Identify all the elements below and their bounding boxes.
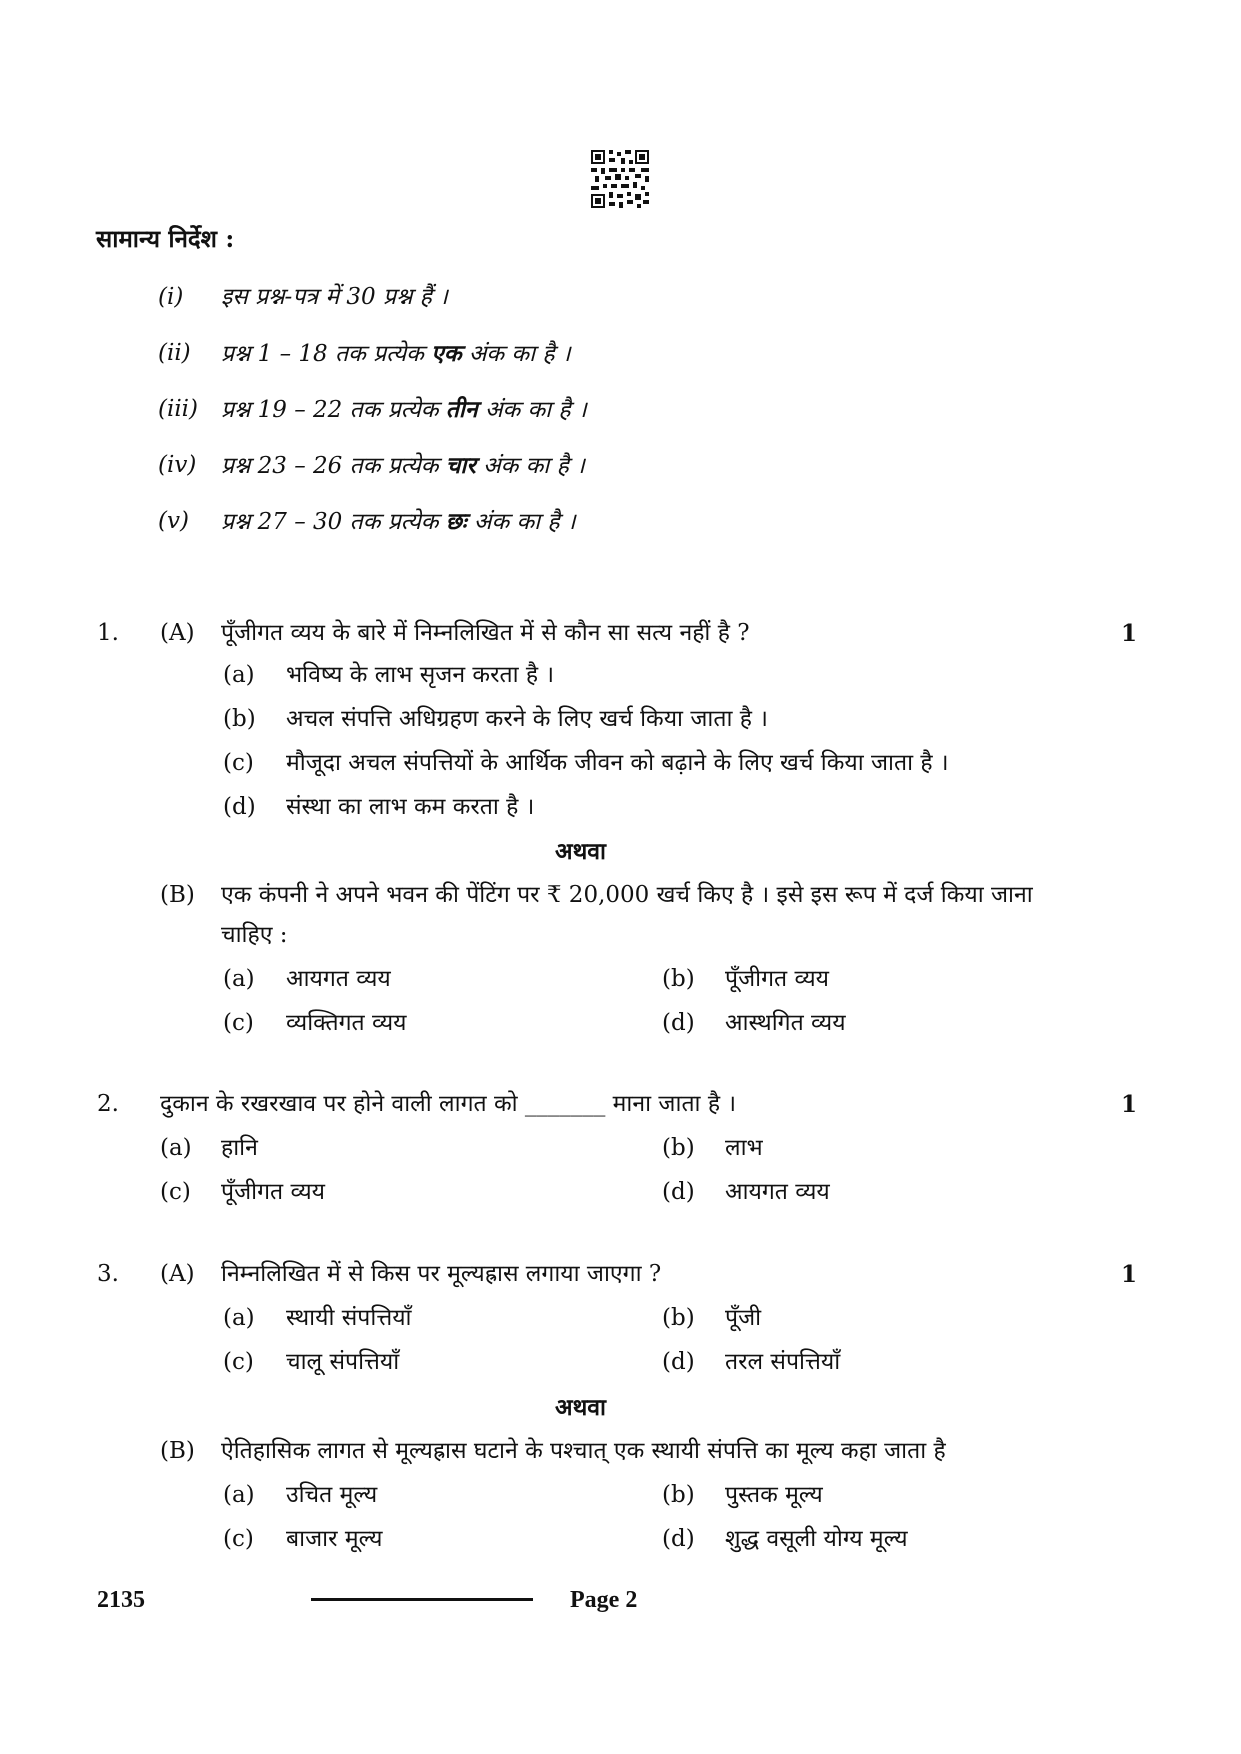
instruction-number: (i) xyxy=(158,284,184,310)
footer-divider xyxy=(311,1598,533,1601)
option-label: (d) xyxy=(662,1179,695,1205)
part-label: (A) xyxy=(160,620,195,646)
instruction-text-bold: चार xyxy=(445,452,476,479)
option-text: मौजूदा अचल संपत्तियों के आर्थिक जीवन को बढ़ाने के लिए खर्च किया जाता है । xyxy=(286,750,949,776)
option-text: संस्था का लाभ कम करता है । xyxy=(286,794,535,820)
option-text: पुस्तक मूल्य xyxy=(725,1482,823,1508)
option-label: (b) xyxy=(662,966,695,992)
option-text: तरल संपत्तियाँ xyxy=(725,1349,841,1375)
page-title: सामान्य निर्देश : xyxy=(96,224,235,253)
instruction-text-bold: एक xyxy=(431,340,462,367)
instruction-text xyxy=(221,454,585,478)
instruction-text: इस प्रश्न-पत्र में 30 प्रश्न हैं । xyxy=(221,284,448,310)
question-text-continued: चाहिए : xyxy=(221,922,288,948)
question-number: 3. xyxy=(97,1261,119,1287)
option-label: (c) xyxy=(160,1179,191,1205)
option-label: (a) xyxy=(223,662,255,688)
question-number: 2. xyxy=(97,1091,119,1117)
instruction-text-post: अंक का है । xyxy=(468,341,571,367)
option-text: आयगत व्यय xyxy=(286,966,391,992)
option-text: पूँजी xyxy=(725,1305,762,1331)
marks: 1 xyxy=(1121,1261,1138,1288)
paper-code: 2135 xyxy=(97,1587,145,1613)
option-label: (c) xyxy=(223,1349,254,1375)
option-label: (b) xyxy=(662,1305,695,1331)
instruction-text xyxy=(221,342,571,366)
option-label: (c) xyxy=(223,1526,254,1552)
option-text: हानि xyxy=(221,1135,258,1161)
instruction-number: (iii) xyxy=(158,396,199,422)
marks: 1 xyxy=(1121,1091,1138,1118)
question-text: एक कंपनी ने अपने भवन की पेंटिंग पर ₹ 20,000 खर्च किए है । इसे इस रूप में दर्ज किया जाना xyxy=(221,882,1033,908)
option-text: व्यक्तिगत व्यय xyxy=(286,1010,407,1036)
option-label: (a) xyxy=(160,1135,192,1161)
instruction-text-pre: प्रश्न 23 – 26 तक प्रत्येक xyxy=(221,453,439,479)
option-label: (b) xyxy=(223,706,256,732)
option-text: लाभ xyxy=(725,1135,763,1161)
instruction-text xyxy=(221,510,576,534)
instruction-number: (v) xyxy=(158,508,189,534)
option-label: (b) xyxy=(662,1135,695,1161)
option-text: अचल संपत्ति अधिग्रहण करने के लिए खर्च किया जाता है । xyxy=(286,706,768,732)
qr-code-icon xyxy=(591,150,649,208)
instruction-text-pre: प्रश्न 27 – 30 तक प्रत्येक xyxy=(221,509,439,535)
instruction-text-post: अंक का है । xyxy=(473,509,576,535)
part-label: (B) xyxy=(160,882,195,908)
option-text: चालू संपत्तियाँ xyxy=(286,1349,400,1375)
option-label: (d) xyxy=(662,1349,695,1375)
option-text: भविष्य के लाभ सृजन करता है । xyxy=(286,662,555,688)
instruction-number: (ii) xyxy=(158,340,191,366)
option-text: पूँजीगत व्यय xyxy=(221,1179,326,1205)
option-text: आस्थगित व्यय xyxy=(725,1010,846,1036)
option-text: शुद्ध वसूली योग्य मूल्य xyxy=(725,1526,908,1552)
option-label: (d) xyxy=(662,1010,695,1036)
option-label: (c) xyxy=(223,750,254,776)
page-number: Page 2 xyxy=(570,1587,638,1613)
option-label: (c) xyxy=(223,1010,254,1036)
instruction-text-bold: तीन xyxy=(445,396,478,423)
instruction-text-post: अंक का है । xyxy=(483,453,585,479)
instruction-text-post: अंक का है । xyxy=(484,397,587,423)
question-text: निम्नलिखित में से किस पर मूल्यह्रास लगाया जाएगा ? xyxy=(221,1261,662,1287)
question-text: ऐतिहासिक लागत से मूल्यह्रास घटाने के पश्चात् एक स्थायी संपत्ति का मूल्य कहा जाता है xyxy=(221,1438,946,1464)
instruction-text-pre: प्रश्न 19 – 22 तक प्रत्येक xyxy=(221,397,439,423)
option-text: आयगत व्यय xyxy=(725,1179,830,1205)
part-label: (B) xyxy=(160,1438,195,1464)
option-label: (b) xyxy=(662,1482,695,1508)
instruction-text-bold: छः xyxy=(445,508,467,535)
option-label: (d) xyxy=(223,794,256,820)
or-separator: अथवा xyxy=(555,1394,607,1421)
or-separator: अथवा xyxy=(555,838,607,865)
option-label: (a) xyxy=(223,1482,255,1508)
instruction-text-pre: प्रश्न 1 – 18 तक प्रत्येक xyxy=(221,341,424,367)
option-label: (a) xyxy=(223,966,255,992)
option-text: बाजार मूल्य xyxy=(286,1526,383,1552)
option-label: (d) xyxy=(662,1526,695,1552)
option-text: उचित मूल्य xyxy=(286,1482,378,1508)
question-text: दुकान के रखरखाव पर होने वाली लागत को _______ माना जाता है । xyxy=(160,1091,737,1117)
option-text: स्थायी संपत्तियाँ xyxy=(286,1305,412,1331)
option-label: (a) xyxy=(223,1305,255,1331)
part-label: (A) xyxy=(160,1261,195,1287)
question-number: 1. xyxy=(97,620,119,646)
option-text: पूँजीगत व्यय xyxy=(725,966,830,992)
question-text: पूँजीगत व्यय के बारे में निम्नलिखित में से कौन सा सत्य नहीं है ? xyxy=(221,620,750,646)
marks: 1 xyxy=(1121,620,1138,647)
instruction-number: (iv) xyxy=(158,452,197,478)
instruction-text xyxy=(221,398,587,422)
